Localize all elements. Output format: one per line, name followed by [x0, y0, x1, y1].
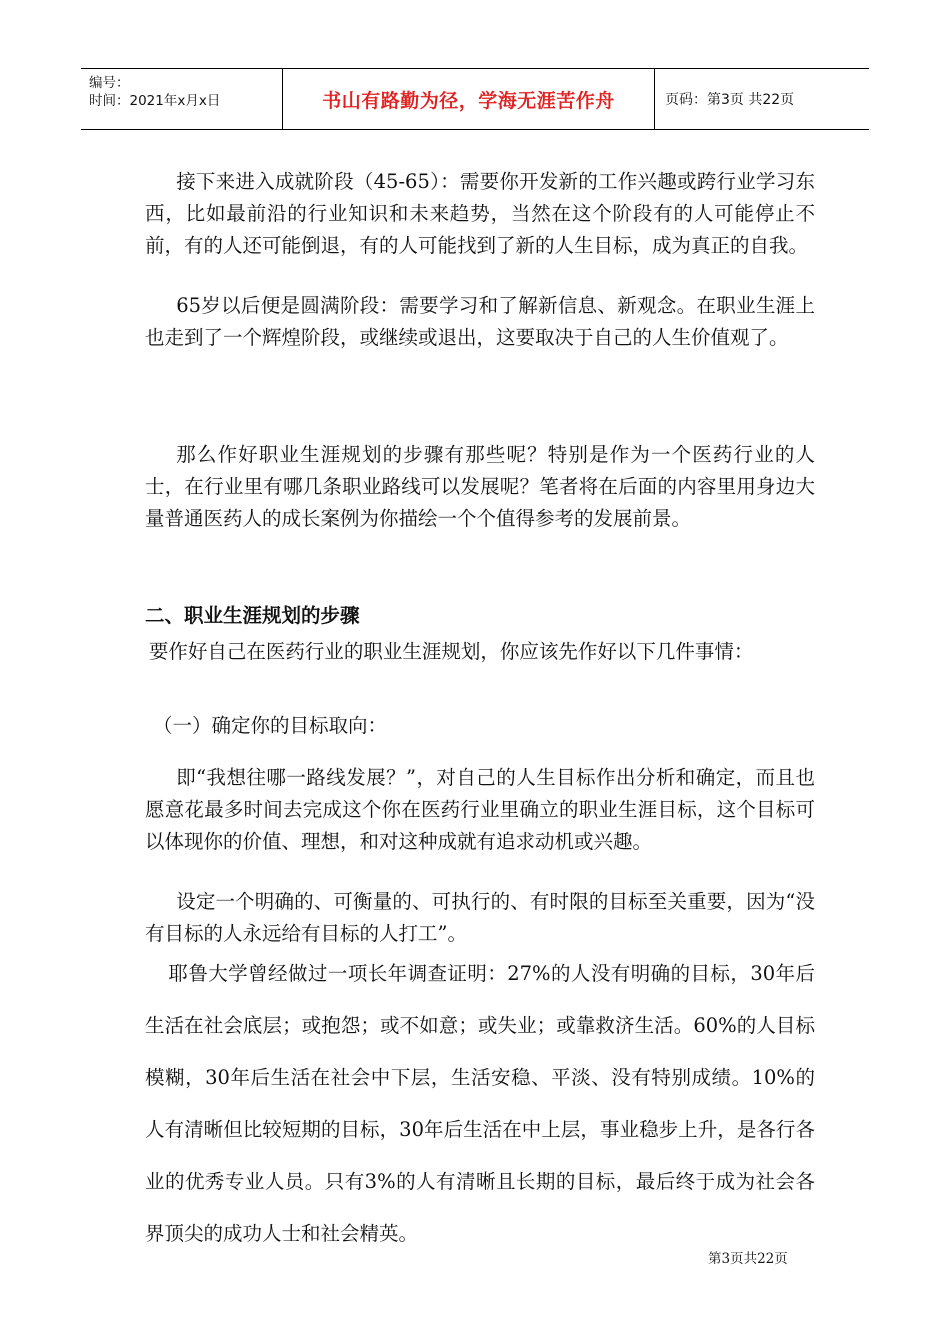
subheading-goal-orientation: （一）确定你的目标取向： — [153, 714, 388, 737]
paragraph-fulfillment-stage: 65岁以后便是圆满阶段：需要学习和了解新信息、新观念。在职业生涯上也走到了一个辉煌阶段，或继续或退出，这要取决于自己的人生价值观了。 — [145, 294, 815, 349]
paragraph-yale-study: 耶鲁大学曾经做过一项长年调查证明：27%的人没有明确的目标，30年后生活在社会底层；或抱怨；或不如意；或失业；或靠救济生活。60%的人目标模糊，30年后生活在社会中下层，生活安稳、平淡、没有特别成绩。10%的人有清晰但比较短期的目标，30年后生活在中上层，事业稳步上升，是各行各业的优秀专业人员。只有3%的人有清晰且长期的目标，最后终于成为社会各界顶尖的成功人士和社会精英。 — [145, 962, 815, 1245]
page-header — [81, 68, 869, 130]
paragraph-prerequisites: 要作好自己在医药行业的职业生涯规划，你应该先作好以下几件事情： — [148, 640, 754, 663]
header-page-number: 页码：第3页 共22页 — [665, 92, 795, 108]
document-date-label: 时间：2021年x月x日 — [89, 93, 221, 109]
section-heading-2: 二、职业生涯规划的步骤 — [145, 604, 360, 627]
header-motto: 书山有路勤为径，学海无涯苦作舟 — [322, 89, 615, 112]
paragraph-planning-steps-intro: 那么作好职业生涯规划的步骤有那些呢？特别是作为一个医药行业的人士，在行业里有哪几条职业路线可以发展呢？笔者将在后面的内容里用身边大量普通医药人的成长案例为你描绘一个个值得参考的发展前景。 — [145, 443, 815, 530]
paragraph-goal-importance: 设定一个明确的、可衡量的、可执行的、有时限的目标至关重要，因为“没有目标的人永远给有目标的人打工”。 — [145, 890, 815, 945]
page-footer-number: 第3页共22页 — [708, 1251, 788, 1267]
document-code-label: 编号： — [89, 75, 130, 91]
header-page-cell — [655, 69, 869, 129]
paragraph-achievement-stage: 接下来进入成就阶段（45-65）：需要你开发新的工作兴趣或跨行业学习东西，比如最前沿的行业知识和未来趋势，当然在这个阶段有的人可能停止不前，有的人还可能倒退，有的人可能找到了新的人生目标，成为真正的自我。 — [145, 170, 815, 257]
header-left-cell — [81, 69, 283, 129]
header-motto-cell — [283, 69, 655, 129]
paragraph-goal-definition: 即“我想往哪一路线发展？”，对自己的人生目标作出分析和确定，而且也愿意花最多时间去完成这个你在医药行业里确立的职业生涯目标，这个目标可以体现你的价值、理想，和对这种成就有追求动机或兴趣。 — [145, 766, 815, 853]
